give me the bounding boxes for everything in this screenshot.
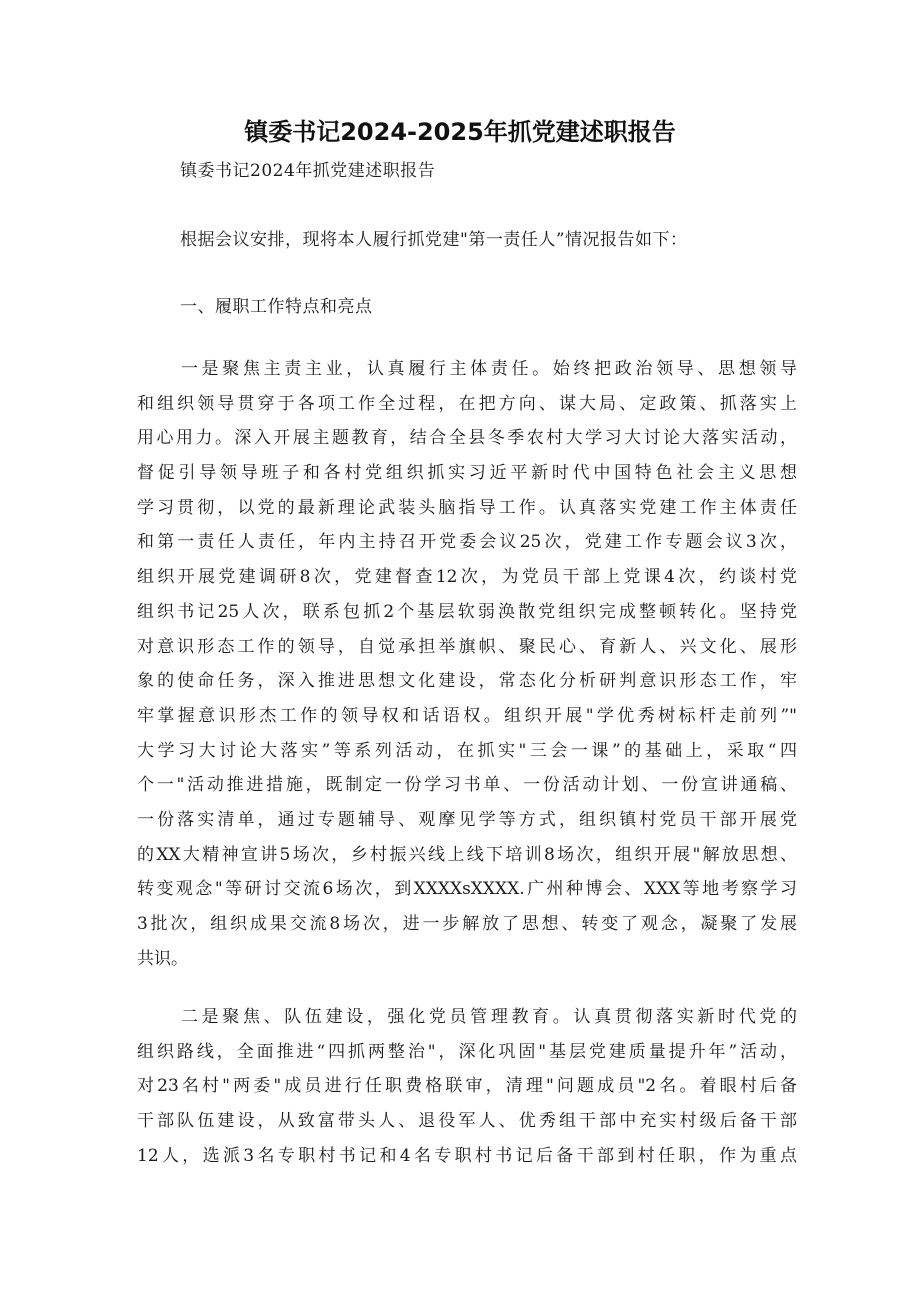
- paragraph-line: 组织路线，全面推进“四抓两整治"，深化巩固"基层党建质量提升年”活动，: [137, 1041, 797, 1062]
- paragraph-line: 一份落实清单，通过专题辅导、观摩见学等方式，组织镇村党员干部开展党: [137, 809, 797, 830]
- paragraph-line: 学习贯彻，以党的最新理论武装头脑指导工作。认真落实党建工作主体责任: [137, 497, 797, 518]
- paragraph-line: 12人，选派3名专职村书记和4名专职村书记后备干部到村任职，作为重点: [137, 1145, 797, 1166]
- paragraph-line: 象的使命任务，深入推进思想文化建设，常态化分析研判意识形态工作，牢: [137, 671, 797, 692]
- paragraph-line: 组织书记25人次，联系包抓2个基层软弱涣散党组织完成整顿转化。坚持党: [137, 601, 797, 622]
- paragraph-line: 二是聚焦、队伍建设，强化党员管理教育。认真贯彻落实新时代党的: [181, 1007, 797, 1027]
- paragraph-line: 和第一责任人责任，年内主持召开党委会议25次，党建工作专题会议3次，: [137, 532, 797, 553]
- document-subtitle: 镇委书记2024年抓党建述职报告: [180, 161, 436, 181]
- paragraph-line: 对意识形态工作的领导，自觉承担举旗帜、聚民心、育新人、兴文化、展形: [137, 636, 797, 657]
- paragraph-line: 一是聚焦主责主业，认真履行主体责任。始终把政治领导、思想领导: [181, 359, 797, 379]
- paragraph-1: [137, 352, 797, 976]
- paragraph-line: 的XX大精神宣讲5场次，乡村振兴线上线下培训8场次，组织开展"解放思想、: [137, 844, 797, 865]
- paragraph-line: 干部队伍建设，从致富带头人、退役军人、优秀组干部中充实村级后备干部: [137, 1111, 797, 1132]
- paragraph-line: 和组织领导贯穿于各项工作全过程，在把方向、谋大局、定政策、抓落实上: [137, 393, 797, 414]
- paragraph-line: 牢掌握意识形杰工作的领导权和话语权。组织开展"学优秀树标杆走前列”": [137, 705, 797, 726]
- paragraph-line: 用心用力。深入开展主题教育，结合全县冬季农村大学习大讨论大落实活动，: [137, 428, 797, 449]
- paragraph-line: 大学习大讨论大落实”等系列活动，在抓实"三会一课”的基础上，采取“四: [137, 740, 797, 761]
- paragraph-line: 3批次，组织成果交流8场次，进一步解放了思想、转变了观念，凝聚了发展: [137, 914, 797, 934]
- paragraph-2: [137, 1000, 797, 1173]
- paragraph-line: 督促引导领导班子和各村党组织抓实习近平新时代中国特色社会主义思想: [137, 463, 797, 484]
- paragraph-line: 共识。: [137, 948, 188, 969]
- paragraph-line: 转变观念"等研讨交流6场次，到XXXXsXXXX.广州种博会、XXX等地考察学习: [137, 879, 797, 900]
- paragraph-line: 组织开展党建调研8次，党建督查12次，为党员干部上党课4次，约谈村党: [137, 567, 797, 588]
- document-title: 镇委书记2024-2025年抓党建述职报告: [244, 118, 676, 146]
- paragraph-line: 对23名村"两委"成员进行任职费格联审，清理"问题成员"2名。着眼村后备: [137, 1076, 797, 1097]
- section-heading: 一、履职工作特点和亮点: [180, 297, 373, 317]
- intro-sentence: 根据会议安排，现将本人履行抓党建"第一责任人”情况报告如下：: [180, 230, 688, 250]
- paragraph-line: 个一"活动推进措施，既制定一份学习书单、一份活动计划、一份宣讲通稿、: [137, 775, 797, 796]
